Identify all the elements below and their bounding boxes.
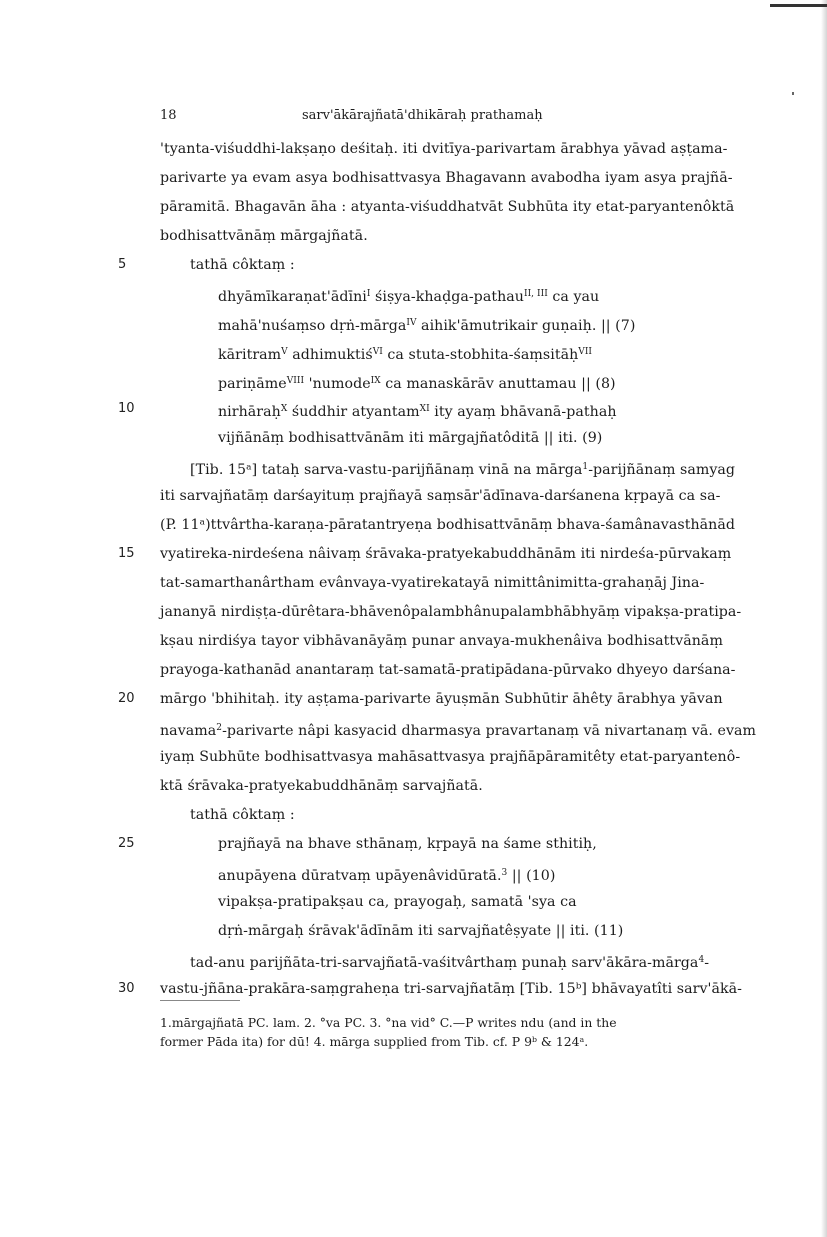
verse-line: vijñānāṃ bodhisattvānām iti mārgajñatôditā || iti. (9)	[218, 430, 603, 446]
line-number: 20	[118, 691, 135, 706]
line-number: 15	[118, 546, 135, 561]
text-line: prayoga-kathanād anantaraṃ tat-samatā-pratipādana-pūrvako dhyeyo darśana-	[160, 662, 736, 678]
line-number: 10	[118, 401, 135, 416]
verse-line: kāritram$^V$ adhimuktiś$^{VI}$ ca stuta-stobhita-śaṃsitāḥ$^{VII}$	[218, 347, 593, 363]
text-line: navama$^2$-parivarte nâpi kasyacid dharmasya pravartanaṃ vā nivartanaṃ vā. evam	[160, 723, 757, 739]
text-line: tathā côktaṃ :	[190, 807, 295, 823]
line-number: 25	[118, 836, 135, 851]
verse-line: vipakṣa-pratipakṣau ca, prayogaḥ, samatā 'sya ca	[218, 894, 577, 910]
corner-rule	[770, 4, 827, 7]
verse-line: dhyāmīkaraṇat'ādīni$^I$ śiṣya-khaḍga-pathau$^{II, III}$ ca yau	[218, 289, 600, 305]
apparatus-mark: VI	[372, 347, 383, 357]
text-line: iyaṃ Subhūte bodhisattvasya mahāsattvasya prajñāpāramitêty etat-paryantenô-	[160, 749, 741, 765]
verse-line: dṛṅ-mārgaḥ śrāvak'ādīnām iti sarvajñatêṣyate || iti. (11)	[218, 923, 624, 939]
text-line: [Tib. 15ᵃ] tataḥ sarva-vastu-parijñānaṃ vinā na mārga$^1$-parijñānaṃ samyag	[190, 462, 736, 478]
verse-line: nirhāraḥ$^X$ śuddhir atyantam$^{XI}$ ity ayaṃ bhāvanā-pathaḥ	[218, 404, 617, 420]
apparatus-mark: 3	[501, 868, 508, 878]
verse-line: prajñayā na bhave sthānaṃ, kṛpayā na śame sthitiḥ,	[218, 836, 597, 852]
apparatus-mark: 1	[582, 462, 589, 472]
scan-speck	[792, 92, 794, 95]
scan-edge	[821, 0, 827, 1237]
text-line: mārgo 'bhihitaḥ. ity aṣṭama-parivarte āyuṣmān Subhūtir āhêty ārabhya yāvan	[160, 691, 723, 707]
verse-line: anupāyena dūratvaṃ upāyenâvidūratā.$^3$ || (10)	[218, 868, 556, 884]
footnote-line: former Pāda ita) for dū! 4. mārga supplied from Tib. cf. P 9ᵇ & 124ᵃ.	[160, 1034, 589, 1049]
footnote-line: 1.mārgajñatā PC. lam. 2. °va PC. 3. °na vid° C.—P writes ndu (and in the	[160, 1015, 617, 1030]
apparatus-mark: II, III	[523, 289, 548, 299]
footnote-rule	[160, 1000, 240, 1001]
text-line: vastu-jñāna-prakāra-saṃgraheṇa tri-sarvajñatāṃ [Tib. 15ᵇ] bhāvayatîti sarv'ākā-	[160, 981, 742, 997]
apparatus-mark: I	[366, 289, 371, 299]
text-line: tad-anu parijñāta-tri-sarvajñatā-vaśitvârthaṃ punaḥ sarv'ākāra-mārga$^4$-	[190, 955, 710, 971]
apparatus-mark: XI	[419, 404, 430, 414]
verse-line: mahā'nuśaṃso dṛṅ-mārga$^{IV}$ aihik'āmutrikair guṇaiḥ. || (7)	[218, 318, 636, 334]
line-number: 5	[118, 257, 127, 272]
text-line: parivarte ya evam asya bodhisattvasya Bhagavann avabodha iyam asya prajñā-	[160, 170, 733, 186]
text-line: ktā śrāvaka-pratyekabuddhānāṃ sarvajñatā.	[160, 778, 483, 794]
text-line: tathā côktaṃ :	[190, 257, 295, 273]
text-line: bodhisattvānāṃ mārgajñatā.	[160, 228, 368, 244]
text-line: 'tyanta-viśuddhi-lakṣaṇo deśitaḥ. iti dvitīya-parivartam ārabhya yāvad aṣṭama-	[160, 141, 728, 157]
apparatus-mark: VIII	[286, 376, 305, 386]
running-title: sarv'ākārajñatā'dhikāraḥ prathamaḥ	[302, 108, 543, 123]
apparatus-mark: IV	[406, 318, 417, 328]
apparatus-mark: V	[281, 347, 288, 357]
line-number: 30	[118, 981, 135, 996]
text-line: pāramitā. Bhagavān āha : atyanta-viśuddhatvāt Subhūta ity etat-paryantenôktā	[160, 199, 735, 215]
text-line: jananyā nirdiṣṭa-dūrêtara-bhāvenôpalambhânupalambhābhyāṃ vipakṣa-pratipa-	[160, 604, 742, 620]
text-line: kṣau nirdiśya tayor vibhāvanāyāṃ punar anvaya-mukhenâiva bodhisattvānāṃ	[160, 633, 723, 649]
apparatus-mark: VII	[578, 347, 593, 357]
apparatus-mark: IX	[370, 376, 381, 386]
text-line: tat-samarthanârtham evânvaya-vyatirekatayā nimittânimitta-grahaṇāj Jina-	[160, 575, 705, 591]
text-line: vyatireka-nirdeśena nâivaṃ śrāvaka-pratyekabuddhānām iti nirdeśa-pūrvakaṃ	[160, 546, 732, 562]
apparatus-mark: 2	[216, 723, 223, 733]
apparatus-mark: 4	[698, 955, 705, 965]
apparatus-mark: X	[280, 404, 288, 414]
text-line: iti sarvajñatāṃ darśayituṃ prajñayā saṃsār'ādīnava-darśanena kṛpayā ca sa-	[160, 488, 721, 504]
page-number: 18	[160, 108, 177, 123]
text-line: (P. 11ᵃ)ttvârtha-karaṇa-pāratantryeṇa bodhisattvānāṃ bhava-śamânavasthānād	[160, 517, 735, 533]
verse-line: pariṇāme$^{VIII}$ 'numode$^{IX}$ ca manaskārāv anuttamau || (8)	[218, 376, 616, 392]
